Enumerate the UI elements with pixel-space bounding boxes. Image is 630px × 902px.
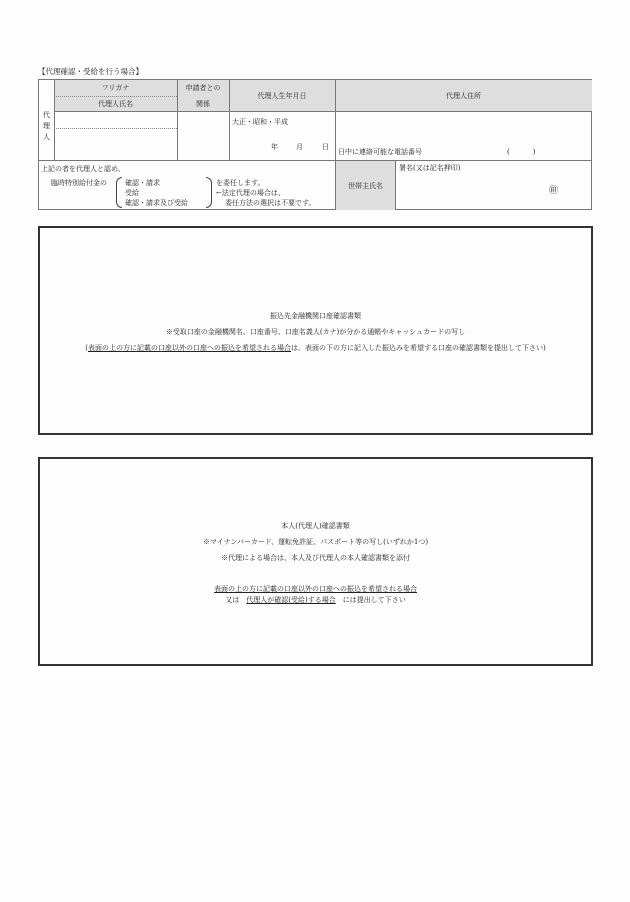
right-bracket xyxy=(206,177,212,208)
id-box-line4 xyxy=(40,595,591,605)
option-receive[interactable]: 受給 xyxy=(125,189,139,197)
id-box-title: 本人(代理人)確認書類 xyxy=(281,522,350,530)
option-confirm-claim[interactable]: 確認・請求 xyxy=(125,179,160,187)
relation-input[interactable] xyxy=(178,112,228,159)
bank-box-title: 振込先金融機関口座確認書類 xyxy=(270,312,361,320)
day-label: 日 xyxy=(322,143,329,151)
agent-side-label xyxy=(39,96,54,156)
seal-mark: ㊞ xyxy=(549,186,559,196)
bank-account-document-box xyxy=(38,226,593,435)
legal-agent-note-2: 委任方法の選択は不要です。 xyxy=(225,199,316,207)
header-relation-1: 申請者との xyxy=(185,84,221,92)
id-box-line2: ※代理による場合は、本人及び代理人の本人確認書類を添付 xyxy=(221,554,410,562)
era-options[interactable]: 大正・昭和・平成 xyxy=(232,118,288,126)
bank-box-line1: ※受取口座の金融機関名、口座番号、口座名義人(カナ)が分かる通帳やキャッシュカードの写し xyxy=(165,328,466,336)
signature-label: 署名(又は記名押印) xyxy=(399,164,461,172)
side-char-1: 代 xyxy=(43,110,50,119)
address-input[interactable] xyxy=(336,112,591,142)
signature-field[interactable] xyxy=(396,161,591,209)
submit-suffix: には提出して下さい xyxy=(335,596,406,604)
legal-agent-note-1: ←法定代理の場合は、 xyxy=(216,189,285,197)
delegation-line1: 上記の者を代理人と認め、 xyxy=(41,165,125,173)
agent-table xyxy=(38,79,592,210)
section-title: 【代理確認・受給を行う場合】 xyxy=(38,67,143,76)
underlined-condition: 表面の上の方に記載の口座以外の口座への振込を希望される場合 xyxy=(88,344,291,352)
delegation-prefix: 臨時特別給付金の xyxy=(51,179,107,187)
left-bracket xyxy=(116,177,122,208)
header-address: 代理人住所 xyxy=(446,91,481,100)
option-confirm-claim-receive[interactable]: 確認・請求及び受給 xyxy=(125,199,188,207)
phone-label: 日中に連絡可能な電話番号 xyxy=(338,148,422,156)
furigana-input[interactable] xyxy=(55,112,176,127)
header-agent-name: 代理人氏名 xyxy=(98,99,133,108)
line2-rest: は、表面の下の方に記入した振込みを希望する口座の確認書類を提出して下さい) xyxy=(291,344,546,352)
paren-open: ( xyxy=(85,344,88,352)
side-char-2: 理 xyxy=(43,121,50,130)
header-dob: 代理人生年月日 xyxy=(257,91,307,100)
agent-name-input[interactable] xyxy=(55,129,176,159)
householder-label: 世帯主氏名 xyxy=(348,181,383,190)
or-prefix: 又は xyxy=(225,596,247,604)
identity-document-box xyxy=(38,457,593,666)
underlined-condition-2: 代理人が確認(受給)する場合 xyxy=(246,596,336,604)
month-label: 月 xyxy=(296,143,303,151)
year-label: 年 xyxy=(271,143,278,151)
id-box-line3 xyxy=(40,584,591,594)
phone-input[interactable]: ( ) xyxy=(507,148,539,156)
header-relation-2: 関係 xyxy=(196,99,210,108)
id-box-line1: ※マイナンバーカード、運転免許証、パスポート等の写し(いずれか1つ) xyxy=(202,538,429,546)
delegation-suffix: を委任します。 xyxy=(216,179,265,187)
side-char-3: 人 xyxy=(43,132,50,141)
header-furigana: フリガナ xyxy=(101,84,130,92)
bank-box-line2 xyxy=(40,343,591,353)
underlined-condition-1: 表面の上の方に記載の口座以外の口座への振込を希望される場合 xyxy=(214,585,417,593)
